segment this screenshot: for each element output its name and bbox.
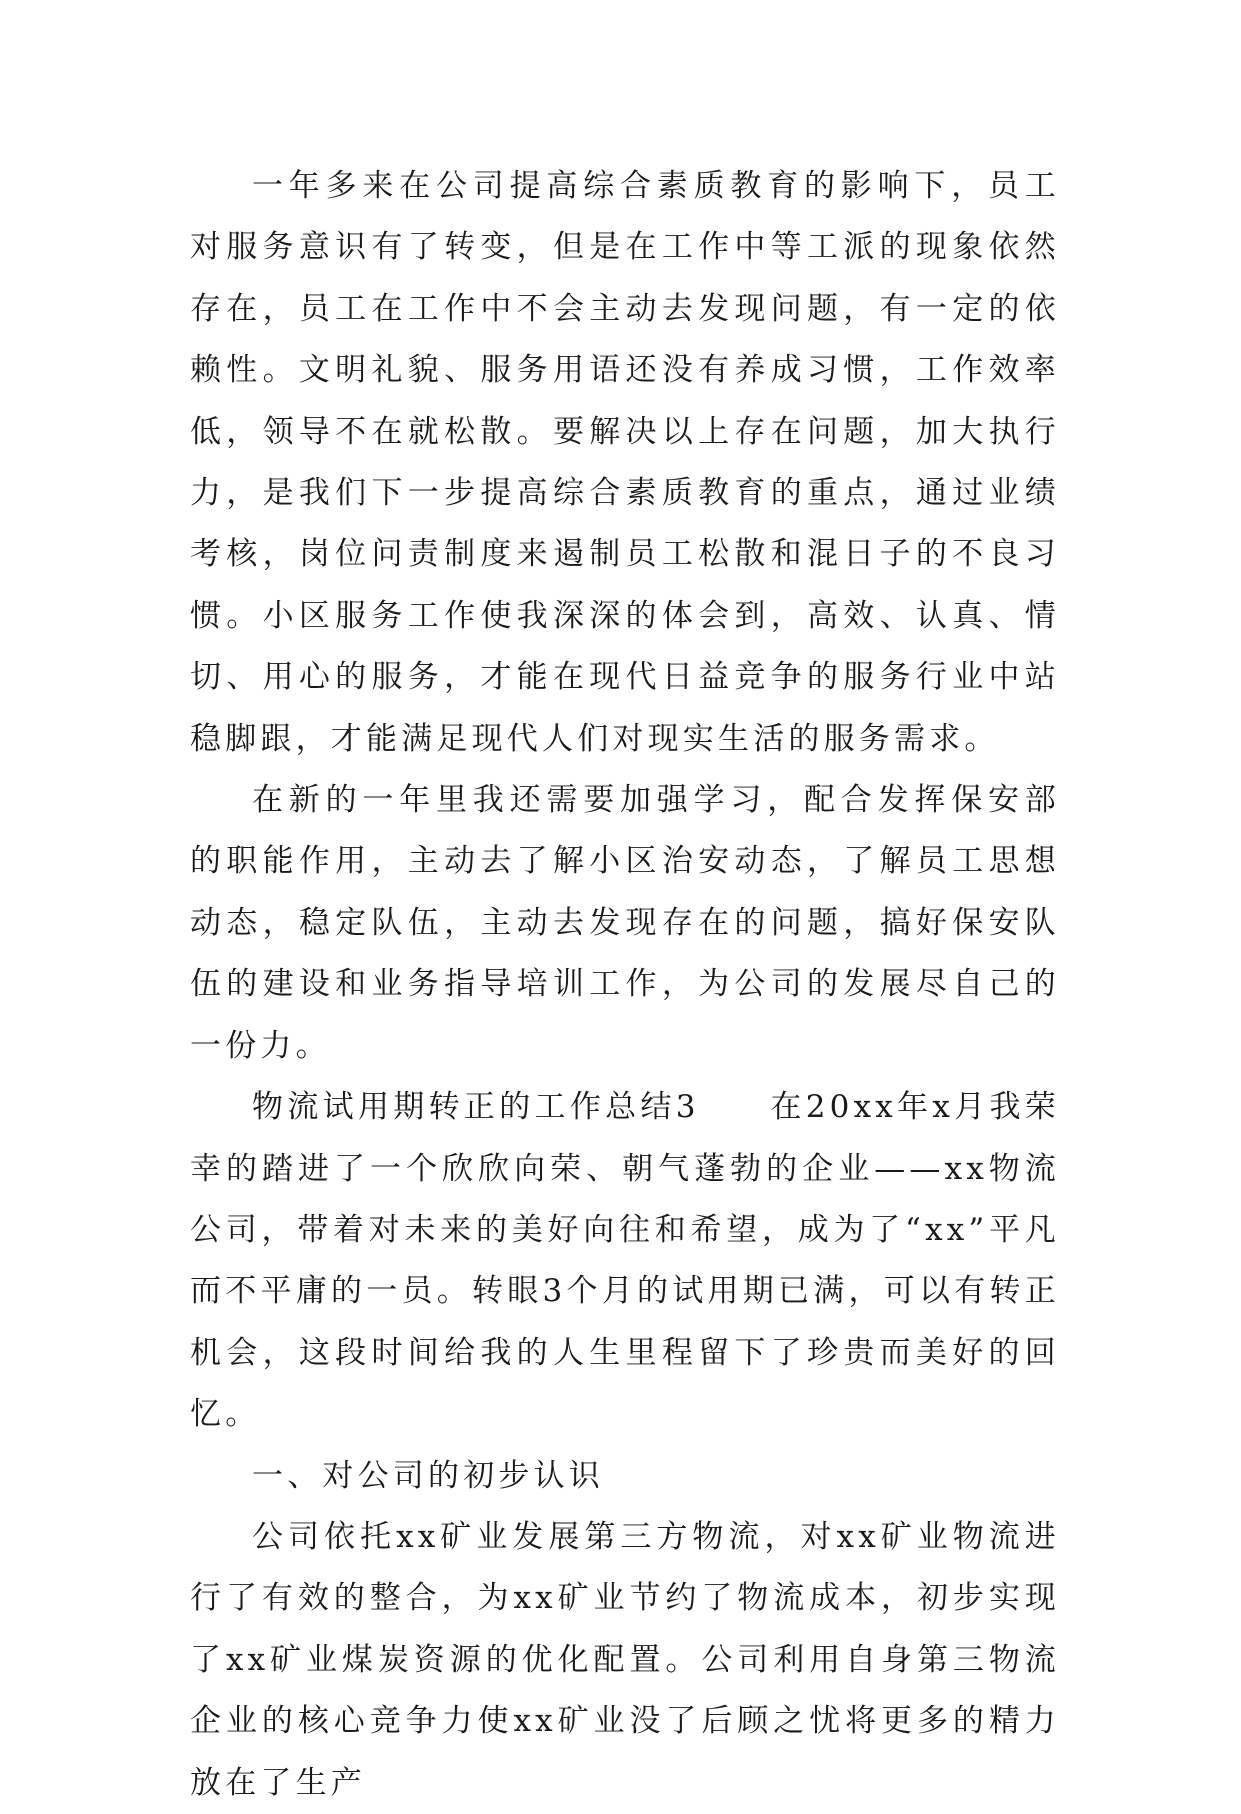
paragraph-logistics-summary-3: 物流试用期转正的工作总结3 在20xx年x月我荣幸的踏进了一个欣欣向荣、朝气蓬勃的企业——xx物流公司，带着对未来的美好向往和希望，成为了“xx”平凡而不平庸的一员。转眼3个月的试用期已满，可以有转正机会，这段时间给我的人生里程留下了珍贵而美好的回忆。 [190,1089,1060,1433]
section-heading-company-understanding: 一、对公司的初步认识 [252,1457,604,1494]
paragraph-new-year-plan: 在新的一年里我还需要加强学习，配合发挥保安部的职能作用，主动去了解小区治安动态，了解员工思想动态，稳定队伍，主动去发现存在的问题，搞好保安队伍的建设和业务指导培训工作，为公司的发展尽自己的一份力。 [190,782,1060,1064]
paragraph-company-overview: 公司依托xx矿业发展第三方物流，对xx矿业物流进行了有效的整合，为xx矿业节约了物流成本，初步实现了xx矿业煤炭资源的优化配置。公司利用自身第三物流企业的核心竞争力使xx矿业没了后顾之忧将更多的精力放在了生产 [190,1518,1060,1801]
paragraph-service-awareness: 一年多来在公司提高综合素质教育的影响下，员工对服务意识有了转变，但是在工作中等工派的现象依然存在，员工在工作中不会主动去发现问题，有一定的依赖性。文明礼貌、服务用语还没有养成习惯，工作效率低，领导不在就松散。要解决以上存在问题，加大执行力，是我们下一步提高综合素质教育的重点，通过业绩考核，岗位问责制度来遏制员工松散和混日子的不良习惯。小区服务工作使我深深的体会到，高效、认真、情切、用心的服务，才能在现代日益竞争的服务行业中站稳脚跟，才能满足现代人们对现实生活的服务需求。 [190,168,1060,757]
document-body [190,156,1060,1814]
